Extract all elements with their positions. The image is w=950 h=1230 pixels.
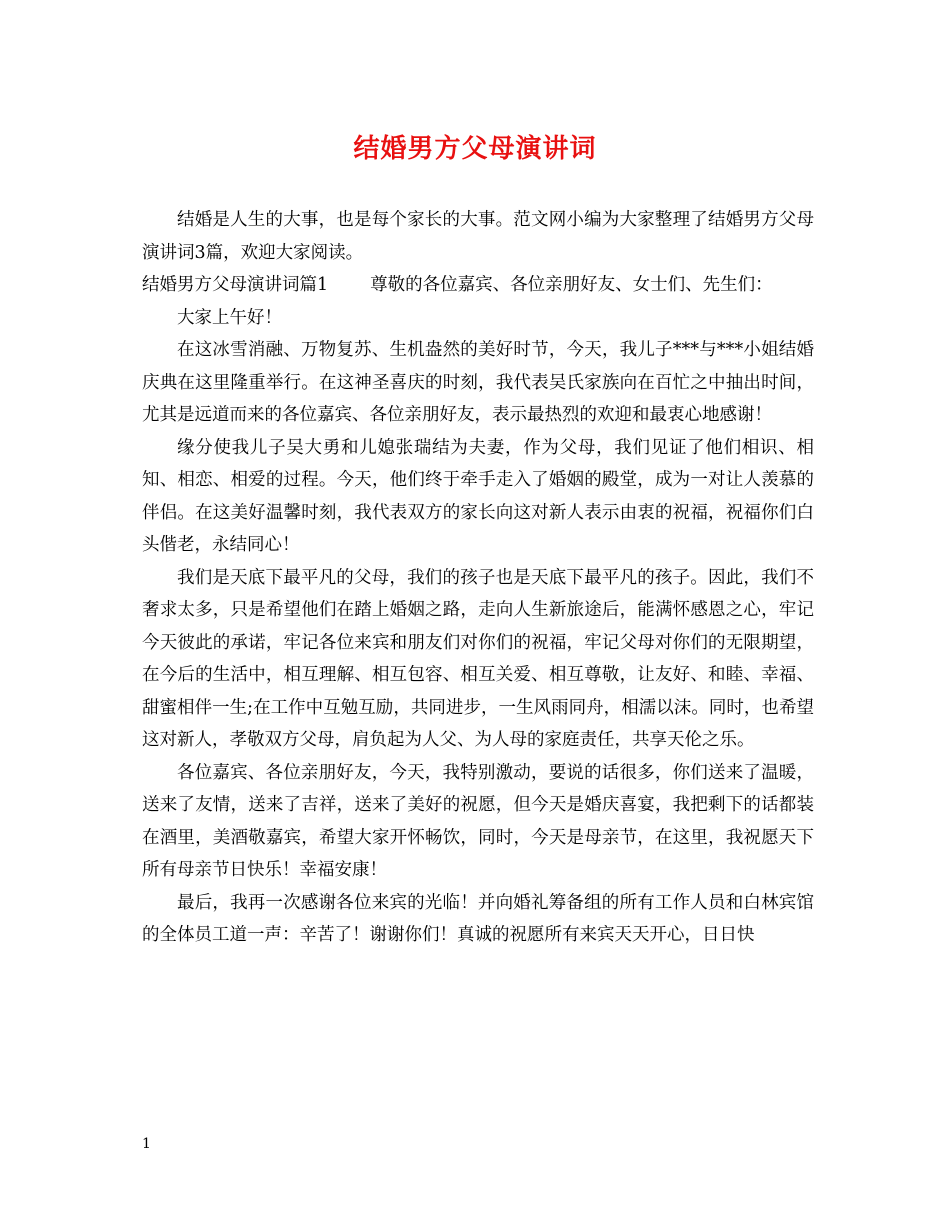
body-paragraph-2: 缘分使我儿子吴大勇和儿媳张瑞结为夫妻，作为父母，我们见证了他们相识、相知、相恋、相爱的过程。今天，他们终于牵手走入了婚姻的殿堂，成为一对让人羡慕的伴侣。在这美好温馨时刻，我代表双方的家长向这对新人表示由衷的祝福，祝福你们白头偕老，永结同心！ xyxy=(142,437,814,555)
greeting: 大家上午好！ xyxy=(177,307,282,328)
document-body xyxy=(142,204,814,952)
body-paragraph-5: 最后，我再一次感谢各位来宾的光临！并向婚礼筹备组的所有工作人员和白林宾馆的全体员工道一声：辛苦了！谢谢你们！真诚的祝愿所有来宾天天开心，日日快 xyxy=(142,892,814,945)
body-paragraph-1: 在这冰雪消融、万物复苏、生机盎然的美好时节，今天，我儿子***与***小姐结婚庆典在这里隆重举行。在这神圣喜庆的时刻，我代表吴氏家族向在百忙之中抽出时间，尤其是远道而来的各位嘉宾、各位亲朋好友，表示最热烈的欢迎和最衷心地感谢！ xyxy=(142,340,814,425)
body-paragraph-3: 我们是天底下最平凡的父母，我们的孩子也是天底下最平凡的孩子。因此，我们不奢求太多，只是希望他们在踏上婚姻之路，走向人生新旅途后，能满怀感恩之心，牢记今天彼此的承诺，牢记各位来宾和朋友们对你们的祝福，牢记父母对你们的无限期望，在今后的生活中，相互理解、相互包容、相互关爱、相互尊敬，让友好、和睦、幸福、甜蜜相伴一生;在工作中互勉互励，共同进步，一生风雨同舟，相濡以沫。同时，也希望这对新人，孝敬双方父母，肩负起为人父、为人母的家庭责任，共享天伦之乐。 xyxy=(142,567,814,750)
page-number: 1 xyxy=(142,1136,151,1152)
section-label: 结婚男方父母演讲词篇1 xyxy=(142,275,329,295)
body-paragraph-4: 各位嘉宾、各位亲朋好友，今天，我特别激动，要说的话很多，你们送来了温暖，送来了友情，送来了吉祥，送来了美好的祝愿，但今天是婚庆喜宴，我把剩下的话都装在酒里，美酒敬嘉宾，希望大家开怀畅饮，同时，今天是母亲节，在这里，我祝愿天下所有母亲节日快乐！幸福安康！ xyxy=(142,762,814,880)
section-heading xyxy=(142,269,814,302)
salutation: 尊敬的各位嘉宾、各位亲朋好友、女士们、先生们： xyxy=(370,275,773,295)
intro-paragraph: 结婚是人生的大事，也是每个家长的大事。范文网小编为大家整理了结婚男方父母演讲词3篇，欢迎大家阅读。 xyxy=(142,210,814,263)
document-title: 结婚男方父母演讲词 xyxy=(353,134,597,164)
